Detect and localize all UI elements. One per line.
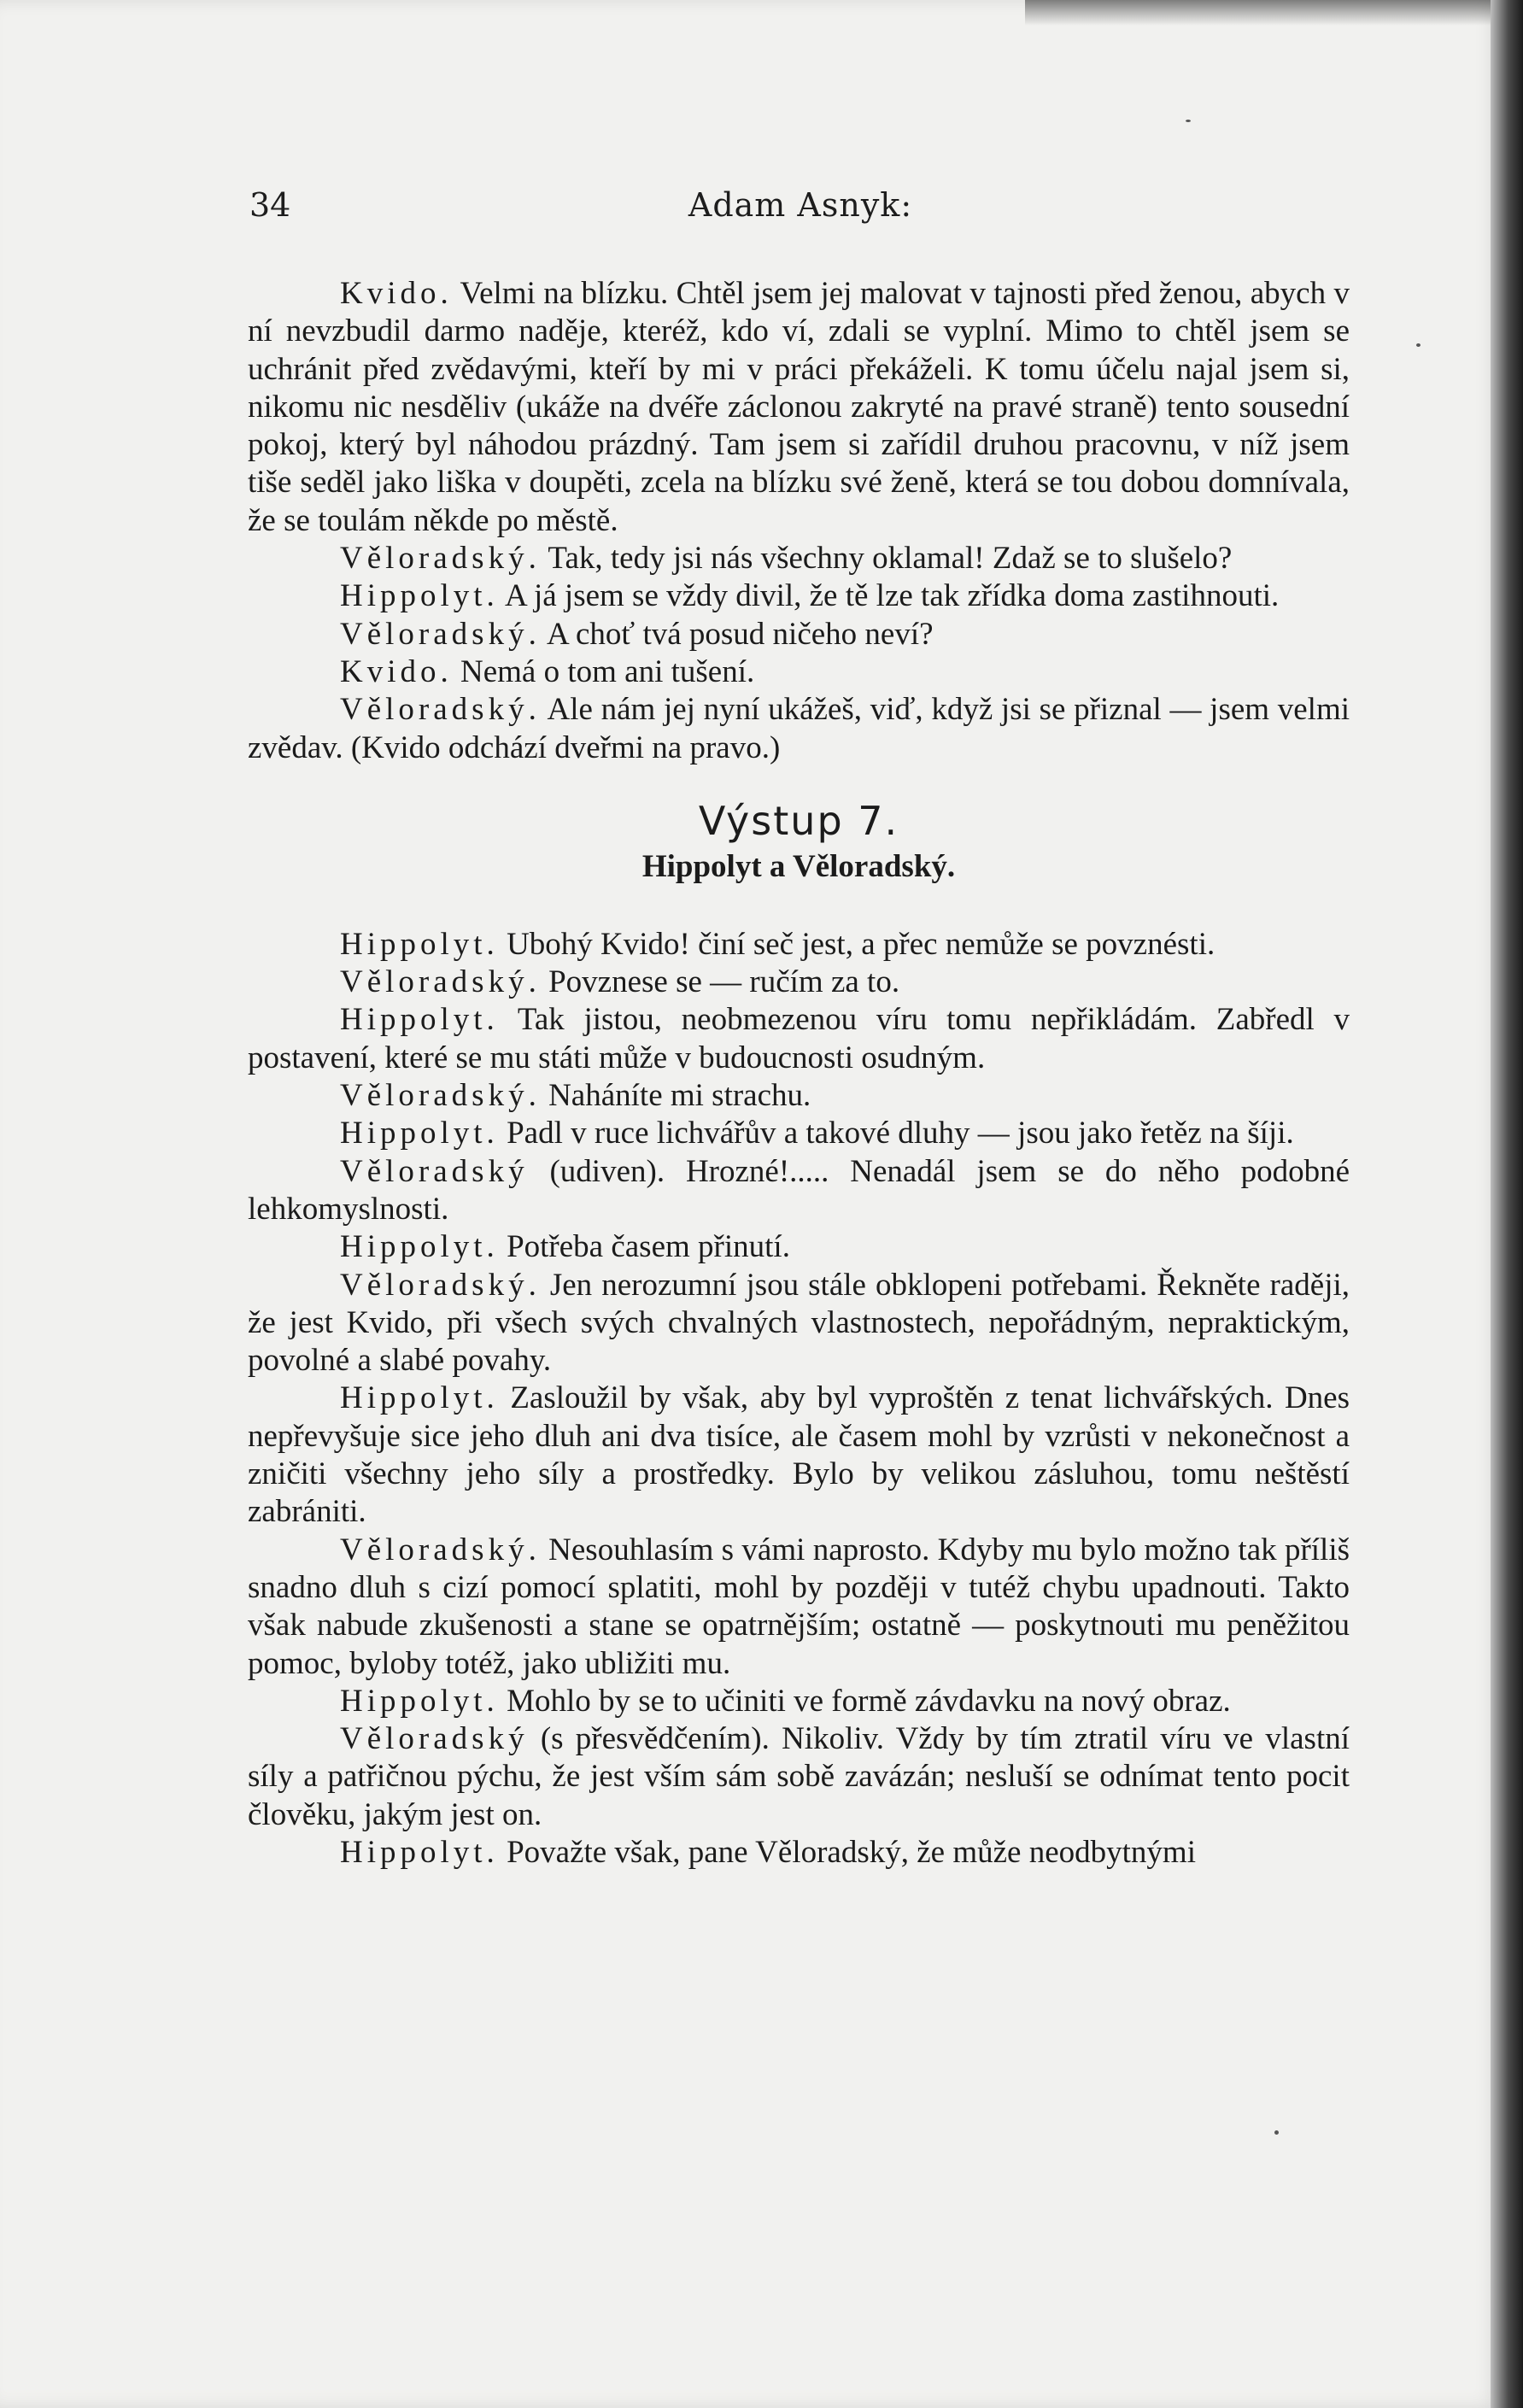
dialogue-text: Ale nám jej nyní ukážeš, viď, když jsi se přiznal — jsem velmi zvědav. (Kvido odchází dveřmi na pravo.) bbox=[248, 692, 1350, 765]
speaker-name: Věloradský. bbox=[340, 964, 541, 1000]
speaker-name: Kvido. bbox=[340, 276, 453, 311]
page-edge-shadow bbox=[1491, 0, 1523, 2408]
dialogue-text: Tak jistou, neobmezenou víru tomu nepřikládám. Zabředl v postavení, které se mu státi může v budoucnosti osudným. bbox=[248, 1002, 1350, 1075]
speaker-name: Hippolyt. bbox=[340, 926, 499, 962]
scan-shadow-top bbox=[1025, 0, 1503, 26]
dialogue-paragraph bbox=[248, 1077, 1350, 1115]
dialogue-paragraph bbox=[248, 1267, 1350, 1380]
dialogue-text: Potřeba časem přinutí. bbox=[507, 1229, 790, 1265]
speaker-name: Věloradský bbox=[340, 1153, 529, 1189]
speaker-name: Věloradský. bbox=[340, 692, 541, 728]
speaker-name: Hippolyt. bbox=[340, 1683, 499, 1719]
dialogue-text: Ubohý Kvido! činí seč jest, a přec nemůže se povznésti. bbox=[507, 926, 1215, 962]
scene-persons: Hippolyt a Věloradský. bbox=[641, 848, 956, 884]
dialogue-paragraph bbox=[248, 691, 1350, 767]
dialogue-paragraph bbox=[248, 540, 1350, 577]
dialogue-text: Tak, tedy jsi nás všechny oklamal! Zdaž se to slušelo? bbox=[548, 541, 1233, 577]
speaker-name: Věloradský. bbox=[340, 1078, 541, 1114]
speaker-name: Věloradský. bbox=[340, 541, 541, 577]
dialogue-paragraph bbox=[248, 653, 1350, 691]
dialogue-paragraph bbox=[248, 1834, 1350, 1872]
dialogue-after-scene bbox=[248, 926, 1350, 1872]
speaker-name: Věloradský. bbox=[340, 1267, 541, 1303]
dialogue-paragraph bbox=[248, 616, 1350, 653]
dialogue-paragraph bbox=[248, 964, 1350, 1001]
speaker-name: Hippolyt. bbox=[340, 1380, 499, 1416]
dialogue-text: A choť tvá posud ničeho neví? bbox=[547, 616, 934, 652]
speaker-name: Věloradský bbox=[340, 1721, 529, 1757]
dialogue-before-scene bbox=[248, 275, 1350, 767]
dialogue-paragraph bbox=[248, 275, 1350, 540]
scan-speck bbox=[1186, 120, 1191, 122]
dialogue-text: Nesouhlasím s vámi naprosto. Kdyby mu bylo možno tak příliš snadno dluh s cizí pomocí splatiti, mohl by později v tutéž chybu upadnouti. Takto však nabude zkušenosti a stane se opatrnějším; ostatně — poskytnouti mu peněžitou pomoc, byloby totéž, jako ubližiti mu. bbox=[248, 1532, 1350, 1681]
dialogue-text: (udiven). Hrozné!..... Nenadál jsem se do něho podobné lehkomyslnosti. bbox=[248, 1153, 1350, 1227]
dialogue-text: Nemá o tom ani tušení. bbox=[460, 653, 755, 689]
speaker-name: Hippolyt. bbox=[340, 578, 499, 614]
page-number: 34 bbox=[249, 186, 291, 224]
dialogue-paragraph bbox=[248, 577, 1350, 615]
speaker-name: Hippolyt. bbox=[340, 1116, 499, 1151]
dialogue-text: (s přesvědčením). Nikoliv. Vždy by tím ztratil víru ve vlastní síly a patřičnou pýchu, že jest vším sám sobě zavázán; nesluší se odnímat tento pocit člověku, jakým jest on. bbox=[248, 1721, 1350, 1832]
speaker-name: Hippolyt. bbox=[340, 1002, 499, 1038]
speaker-name: Hippolyt. bbox=[340, 1834, 499, 1870]
scan-speck bbox=[1274, 2130, 1279, 2135]
scan-speck bbox=[1416, 343, 1420, 347]
dialogue-paragraph bbox=[248, 1228, 1350, 1266]
speaker-name: Věloradský. bbox=[340, 616, 541, 652]
dialogue-text: Považte však, pane Věloradský, že může neodbytnými bbox=[507, 1834, 1196, 1870]
dialogue-text: Povznese se — ručím za to. bbox=[548, 964, 900, 1000]
dialogue-text: A já jsem se vždy divil, že tě lze tak zřídka doma zastihnouti. bbox=[505, 578, 1280, 614]
dialogue-paragraph bbox=[248, 1153, 1350, 1229]
scene-heading: Výstup 7. bbox=[698, 797, 899, 844]
dialogue-text: Jen nerozumní jsou stále obklopeni potřebami. Řekněte raději, že jest Kvido, při všech svých chvalných vlastnostech, nepořádným, nepraktickým, povolné a slabé povahy. bbox=[248, 1267, 1350, 1379]
dialogue-paragraph bbox=[248, 1001, 1350, 1077]
dialogue-text: Mohlo by se to učiniti ve formě závdavku na nový obraz. bbox=[507, 1683, 1231, 1719]
dialogue-text: Velmi na blízku. Chtěl jsem jej malovat v tajnosti před ženou, abych v ní nevzbudil darmo naděje, kteréž, kdo ví, zdali se vyplní. Mimo to chtěl jsem se uchránit před zvědavými, kteří by mi v práci překáželi. K tomu účelu najal jsem si, nikomu nic nesděliv (ukáže na dvéře záclonou zakryté na pravé straně) tento sousední pokoj, který byl náhodou prázdný. Tam jsem si zařídil druhou pracovnu, v níž jsem tiše seděl jako liška v doupěti, zcela na blízku své ženě, která se tou dobou domnívala, že se toulám někde po městě. bbox=[248, 276, 1350, 538]
dialogue-text: Zasloužil by však, aby byl vyproštěn z tenat lichvářských. Dnes nepřevyšuje sice jeho dluh ani dva tisíce, ale časem mohl by vzrůsti v nekonečnost a zničiti všechny jeho síly a prostředky. Bylo by velikou zásluhou, tomu neštěstí zabrániti. bbox=[248, 1380, 1350, 1530]
speaker-name: Věloradský. bbox=[340, 1532, 541, 1567]
dialogue-paragraph bbox=[248, 1532, 1350, 1683]
dialogue-paragraph bbox=[248, 1683, 1350, 1720]
dialogue-text: Padl v ruce lichvářův a takové dluhy — jsou jako řetěz na šíji. bbox=[507, 1116, 1294, 1151]
dialogue-text: Naháníte mi strachu. bbox=[548, 1078, 811, 1114]
speaker-name: Kvido. bbox=[340, 653, 453, 689]
speaker-name: Hippolyt. bbox=[340, 1229, 499, 1265]
dialogue-paragraph bbox=[248, 1720, 1350, 1834]
dialogue-paragraph bbox=[248, 1115, 1350, 1152]
dialogue-paragraph bbox=[248, 926, 1350, 964]
page-text bbox=[248, 275, 1350, 1872]
running-title: Adam Asnyk: bbox=[688, 186, 913, 224]
dialogue-paragraph bbox=[248, 1380, 1350, 1531]
page-header bbox=[249, 186, 1351, 237]
